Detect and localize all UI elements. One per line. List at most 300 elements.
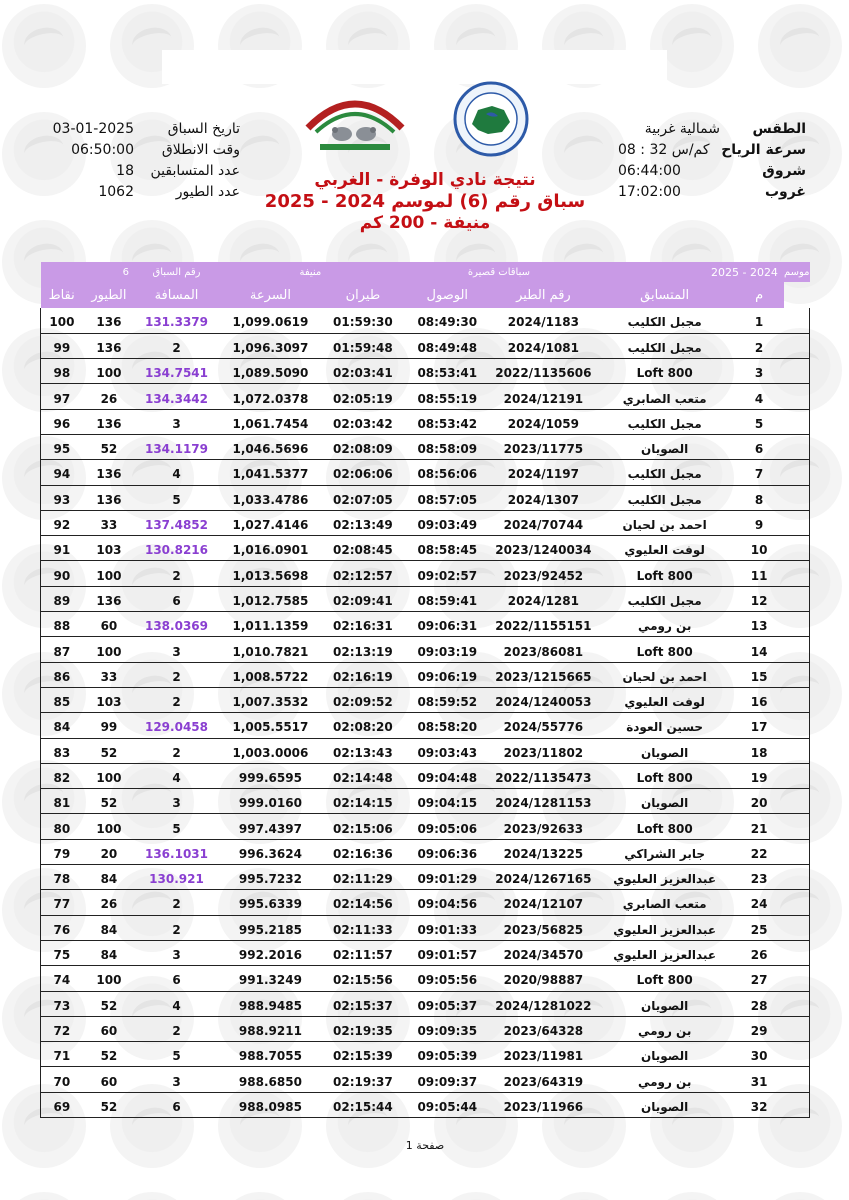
cell-arrival: 09:05:44 [403, 1092, 492, 1117]
cell-flight: 02:03:42 [323, 409, 403, 434]
cell-ring: 2024/70744 [492, 510, 595, 535]
cell-distance: 4 [135, 460, 218, 485]
table-row [41, 814, 810, 839]
cell-speed: 1,005.5517 [218, 713, 323, 738]
birds-value: 1062 [98, 184, 134, 200]
table-row [41, 308, 810, 333]
cell-ring: 2022/1135473 [492, 763, 595, 788]
cell-distance: 130.921 [135, 865, 218, 890]
cell-distance: 3 [135, 637, 218, 662]
cell-flight: 02:15:44 [323, 1092, 403, 1117]
sunrise-value: 06:44:00 [618, 163, 681, 179]
cell-speed: 1,016.0901 [218, 536, 323, 561]
cell-flight: 02:14:15 [323, 789, 403, 814]
cell-speed: 997.4397 [218, 814, 323, 839]
cell-distance: 5 [135, 485, 218, 510]
race-number-label-cell [135, 262, 218, 282]
cell-competitor: لوفت العليوي [595, 536, 734, 561]
cell-birds: 84 [83, 865, 135, 890]
season-label-cell [784, 262, 810, 282]
federation-logo [452, 80, 530, 158]
cell-speed: 1,072.0378 [218, 384, 323, 409]
cell-rank: 24 [734, 890, 784, 915]
table-row [41, 839, 810, 864]
cell-birds: 20 [83, 839, 135, 864]
cell-arrival: 09:09:35 [403, 1016, 492, 1041]
cell-points: 90 [41, 561, 83, 586]
cell-flight: 02:15:56 [323, 966, 403, 991]
table-row [41, 1092, 810, 1117]
cell-points: 83 [41, 738, 83, 763]
cell-points: 89 [41, 586, 83, 611]
table-row [41, 738, 810, 763]
cell-rank: 3 [734, 359, 784, 384]
cell-distance: 4 [135, 991, 218, 1016]
cell-speed: 1,099.0619 [218, 308, 323, 333]
col-speed: السرعة [218, 282, 323, 308]
weather-value: شمالية غربية [644, 121, 720, 137]
cell-birds: 136 [83, 586, 135, 611]
cell-distance: 2 [135, 1016, 218, 1041]
cell-distance: 4 [135, 763, 218, 788]
cell-speed: 988.6850 [218, 1067, 323, 1092]
table-row [41, 359, 810, 384]
cell-points: 73 [41, 991, 83, 1016]
cell-flight: 02:11:33 [323, 915, 403, 940]
cell-rank: 25 [734, 915, 784, 940]
season-label: موسم [783, 266, 810, 278]
cell-competitor: مجبل الكليب [595, 586, 734, 611]
category-label: سباقات قصيرة [467, 266, 530, 278]
cell-ring: 2020/98887 [492, 966, 595, 991]
cell-competitor: متعب الصابري [595, 384, 734, 409]
cell-ring: 2024/12191 [492, 384, 595, 409]
cell-competitor: الصويان [595, 738, 734, 763]
cell-rank: 26 [734, 940, 784, 965]
results-body [41, 308, 810, 1118]
cell-rank: 12 [734, 586, 784, 611]
cell-ring: 2024/1059 [492, 409, 595, 434]
cell-ring: 2022/1155151 [492, 612, 595, 637]
cell-birds: 103 [83, 536, 135, 561]
cell-competitor: حسين العودة [595, 713, 734, 738]
cell-ring: 2023/11981 [492, 1042, 595, 1067]
cell-flight: 02:14:48 [323, 763, 403, 788]
cell-birds: 33 [83, 662, 135, 687]
race-number-label: رقم السباق [152, 266, 201, 278]
cell-ring: 2024/1281022 [492, 991, 595, 1016]
cell-distance: 6 [135, 586, 218, 611]
cell-arrival: 09:09:37 [403, 1067, 492, 1092]
cell-birds: 52 [83, 789, 135, 814]
race-subtitle: سباق رقم (6) لموسم 2024 - 2025 [264, 191, 586, 212]
cell-points: 87 [41, 637, 83, 662]
race-date-value: 03-01-2025 [52, 121, 134, 137]
cell-points: 76 [41, 915, 83, 940]
cell-arrival: 09:04:48 [403, 763, 492, 788]
cell-distance: 134.1179 [135, 434, 218, 459]
cell-birds: 60 [83, 1016, 135, 1041]
cell-speed: 1,010.7821 [218, 637, 323, 662]
cell-ring: 2023/64319 [492, 1067, 595, 1092]
table-meta-row [41, 262, 810, 282]
cell-ring: 2023/92633 [492, 814, 595, 839]
table-row [41, 561, 810, 586]
cell-birds: 33 [83, 510, 135, 535]
blank-banner [162, 50, 667, 84]
cell-ring: 2023/11966 [492, 1092, 595, 1117]
cell-rank: 30 [734, 1042, 784, 1067]
cell-competitor: الصويان [595, 789, 734, 814]
cell-distance: 2 [135, 890, 218, 915]
cell-flight: 02:03:41 [323, 359, 403, 384]
cell-points: 82 [41, 763, 83, 788]
cell-flight: 02:15:06 [323, 814, 403, 839]
cell-arrival: 08:49:30 [403, 308, 492, 333]
cell-birds: 136 [83, 308, 135, 333]
cell-flight: 02:07:05 [323, 485, 403, 510]
cell-flight: 02:08:45 [323, 536, 403, 561]
cell-rank: 15 [734, 662, 784, 687]
cell-flight: 02:13:49 [323, 510, 403, 535]
col-ring: رقم الطير [492, 282, 595, 308]
cell-points: 94 [41, 460, 83, 485]
cell-competitor: الصويان [595, 991, 734, 1016]
cell-flight: 02:16:31 [323, 612, 403, 637]
table-row [41, 409, 810, 434]
cell-points: 92 [41, 510, 83, 535]
cell-points: 97 [41, 384, 83, 409]
cell-ring: 2023/64328 [492, 1016, 595, 1041]
cell-arrival: 09:05:37 [403, 991, 492, 1016]
cell-flight: 02:08:09 [323, 434, 403, 459]
cell-points: 74 [41, 966, 83, 991]
cell-flight: 02:14:56 [323, 890, 403, 915]
cell-speed: 996.3624 [218, 839, 323, 864]
cell-rank: 5 [734, 409, 784, 434]
cell-speed: 995.6339 [218, 890, 323, 915]
cell-distance: 134.3442 [135, 384, 218, 409]
cell-competitor: مجبل الكليب [595, 485, 734, 510]
location-cell [218, 262, 403, 282]
col-rank: م [734, 282, 784, 308]
cell-distance: 2 [135, 561, 218, 586]
cell-rank: 32 [734, 1092, 784, 1117]
cell-ring: 2022/1135606 [492, 359, 595, 384]
cell-flight: 02:09:41 [323, 586, 403, 611]
cell-birds: 103 [83, 687, 135, 712]
cell-competitor: مجبل الكليب [595, 308, 734, 333]
cell-birds: 60 [83, 1067, 135, 1092]
cell-arrival: 08:58:45 [403, 536, 492, 561]
cell-birds: 52 [83, 738, 135, 763]
cell-distance: 3 [135, 409, 218, 434]
cell-arrival: 09:05:06 [403, 814, 492, 839]
table-row [41, 1042, 810, 1067]
table-row [41, 510, 810, 535]
cell-distance: 2 [135, 738, 218, 763]
cell-birds: 100 [83, 814, 135, 839]
cell-points: 84 [41, 713, 83, 738]
cell-competitor: لوفت العليوي [595, 687, 734, 712]
cell-speed: 988.9485 [218, 991, 323, 1016]
cell-arrival: 09:04:15 [403, 789, 492, 814]
cell-distance: 136.1031 [135, 839, 218, 864]
cell-flight: 02:11:57 [323, 940, 403, 965]
cell-arrival: 09:02:57 [403, 561, 492, 586]
cell-birds: 100 [83, 561, 135, 586]
cell-birds: 26 [83, 384, 135, 409]
cell-birds: 84 [83, 915, 135, 940]
cell-points: 98 [41, 359, 83, 384]
table-row [41, 966, 810, 991]
cell-speed: 1,013.5698 [218, 561, 323, 586]
cell-competitor: بن رومي [595, 1016, 734, 1041]
wind-label: سرعة الرياح [721, 142, 806, 158]
cell-birds: 136 [83, 409, 135, 434]
cell-arrival: 09:06:19 [403, 662, 492, 687]
cell-distance: 134.7541 [135, 359, 218, 384]
cell-speed: 1,089.5090 [218, 359, 323, 384]
cell-distance: 130.8216 [135, 536, 218, 561]
cell-distance: 3 [135, 940, 218, 965]
cell-speed: 1,011.1359 [218, 612, 323, 637]
cell-birds: 100 [83, 763, 135, 788]
cell-birds: 52 [83, 434, 135, 459]
cell-arrival: 09:03:43 [403, 738, 492, 763]
location-label: منيفة [299, 266, 322, 278]
cell-arrival: 08:55:19 [403, 384, 492, 409]
cell-distance: 3 [135, 789, 218, 814]
cell-distance: 5 [135, 1042, 218, 1067]
season-cell [595, 262, 784, 282]
cell-speed: 988.0985 [218, 1092, 323, 1117]
cell-ring: 2024/1267165 [492, 865, 595, 890]
sunrise-label: شروق [762, 163, 806, 179]
cell-arrival: 08:59:41 [403, 586, 492, 611]
cell-rank: 29 [734, 1016, 784, 1041]
cell-competitor: جابر الشراكي [595, 839, 734, 864]
cell-distance: 131.3379 [135, 308, 218, 333]
weather-label: الطقس [752, 121, 806, 137]
cell-flight: 02:15:39 [323, 1042, 403, 1067]
cell-points: 78 [41, 865, 83, 890]
cell-ring: 2024/12107 [492, 890, 595, 915]
cell-rank: 2 [734, 333, 784, 358]
category-cell [403, 262, 595, 282]
competitors-label: عدد المتسابقين [150, 163, 240, 179]
cell-distance: 129.0458 [135, 713, 218, 738]
cell-arrival: 09:03:49 [403, 510, 492, 535]
cell-flight: 02:13:19 [323, 637, 403, 662]
col-flight: طيران [323, 282, 403, 308]
cell-points: 80 [41, 814, 83, 839]
wind-value: كم/س 32 : 08 [618, 142, 710, 158]
table-row [41, 687, 810, 712]
cell-rank: 17 [734, 713, 784, 738]
cell-points: 69 [41, 1092, 83, 1117]
cell-ring: 2024/34570 [492, 940, 595, 965]
cell-speed: 1,046.5696 [218, 434, 323, 459]
cell-ring: 2024/55776 [492, 713, 595, 738]
cell-points: 95 [41, 434, 83, 459]
cell-speed: 995.2185 [218, 915, 323, 940]
cell-points: 79 [41, 839, 83, 864]
table-row [41, 789, 810, 814]
cell-rank: 23 [734, 865, 784, 890]
cell-birds: 60 [83, 612, 135, 637]
cell-competitor: متعب الصابري [595, 890, 734, 915]
cell-flight: 02:15:37 [323, 991, 403, 1016]
cell-flight: 02:05:19 [323, 384, 403, 409]
cell-competitor: Loft 800 [595, 966, 734, 991]
cell-birds: 84 [83, 940, 135, 965]
cell-birds: 136 [83, 460, 135, 485]
cell-rank: 10 [734, 536, 784, 561]
release-time-label: وقت الانطلاق [161, 142, 240, 158]
cell-arrival: 08:59:52 [403, 687, 492, 712]
cell-points: 71 [41, 1042, 83, 1067]
table-row [41, 1016, 810, 1041]
cell-rank: 6 [734, 434, 784, 459]
sunset-value: 17:02:00 [618, 184, 681, 200]
table-row [41, 536, 810, 561]
race-location: منيفة - 200 كم [359, 213, 491, 233]
cell-arrival: 08:58:09 [403, 434, 492, 459]
cell-speed: 999.6595 [218, 763, 323, 788]
cell-flight: 02:19:37 [323, 1067, 403, 1092]
cell-arrival: 09:06:36 [403, 839, 492, 864]
cell-competitor: مجبل الكليب [595, 333, 734, 358]
cell-arrival: 09:05:39 [403, 1042, 492, 1067]
cell-competitor: عبدالعزيز العليوي [595, 865, 734, 890]
page-title: نتيجة نادي الوفرة - الغربي [314, 170, 536, 190]
cell-rank: 8 [734, 485, 784, 510]
cell-rank: 18 [734, 738, 784, 763]
cell-points: 99 [41, 333, 83, 358]
cell-points: 72 [41, 1016, 83, 1041]
cell-speed: 1,007.3532 [218, 687, 323, 712]
cell-arrival: 08:49:48 [403, 333, 492, 358]
cell-points: 77 [41, 890, 83, 915]
cell-rank: 31 [734, 1067, 784, 1092]
cell-points: 91 [41, 536, 83, 561]
table-row [41, 940, 810, 965]
cell-speed: 992.2016 [218, 940, 323, 965]
cell-ring: 2024/1281 [492, 586, 595, 611]
cell-birds: 100 [83, 359, 135, 384]
cell-competitor: الصويان [595, 1092, 734, 1117]
table-row [41, 460, 810, 485]
cell-competitor: Loft 800 [595, 359, 734, 384]
cell-points: 85 [41, 687, 83, 712]
cell-speed: 1,061.7454 [218, 409, 323, 434]
cell-ring: 2023/86081 [492, 637, 595, 662]
table-row [41, 1067, 810, 1092]
cell-rank: 14 [734, 637, 784, 662]
cell-points: 75 [41, 940, 83, 965]
cell-arrival: 09:01:29 [403, 865, 492, 890]
table-row [41, 865, 810, 890]
cell-points: 81 [41, 789, 83, 814]
cell-speed: 991.3249 [218, 966, 323, 991]
cell-ring: 2024/1081 [492, 333, 595, 358]
club-logo [300, 88, 410, 156]
cell-flight: 02:06:06 [323, 460, 403, 485]
cell-competitor: مجبل الكليب [595, 460, 734, 485]
table-row [41, 991, 810, 1016]
cell-arrival: 08:53:41 [403, 359, 492, 384]
cell-birds: 100 [83, 637, 135, 662]
cell-ring: 2023/11775 [492, 434, 595, 459]
cell-points: 96 [41, 409, 83, 434]
cell-speed: 988.7055 [218, 1042, 323, 1067]
cell-rank: 1 [734, 308, 784, 333]
table-row [41, 890, 810, 915]
cell-speed: 1,033.4786 [218, 485, 323, 510]
cell-speed: 1,008.5722 [218, 662, 323, 687]
cell-flight: 02:16:36 [323, 839, 403, 864]
cell-competitor: احمد بن لحيان [595, 662, 734, 687]
cell-birds: 100 [83, 966, 135, 991]
cell-distance: 2 [135, 687, 218, 712]
cell-birds: 99 [83, 713, 135, 738]
cell-birds: 52 [83, 1042, 135, 1067]
table-row [41, 662, 810, 687]
cell-points: 100 [41, 308, 83, 333]
results-table [40, 262, 810, 1118]
cell-arrival: 09:04:56 [403, 890, 492, 915]
cell-flight: 02:19:35 [323, 1016, 403, 1041]
cell-arrival: 08:56:06 [403, 460, 492, 485]
cell-rank: 7 [734, 460, 784, 485]
table-header-row [41, 282, 810, 308]
table-row [41, 763, 810, 788]
table-row [41, 485, 810, 510]
cell-ring: 2024/1183 [492, 308, 595, 333]
table-row [41, 637, 810, 662]
cell-speed: 1,027.4146 [218, 510, 323, 535]
table-row [41, 915, 810, 940]
cell-rank: 19 [734, 763, 784, 788]
cell-arrival: 09:03:19 [403, 637, 492, 662]
cell-flight: 02:16:19 [323, 662, 403, 687]
cell-speed: 995.7232 [218, 865, 323, 890]
cell-birds: 52 [83, 1092, 135, 1117]
cell-points: 86 [41, 662, 83, 687]
table-row [41, 384, 810, 409]
birds-label: عدد الطيور [175, 184, 240, 200]
cell-flight: 01:59:48 [323, 333, 403, 358]
race-date-label: تاريخ السباق [167, 121, 240, 137]
cell-arrival: 08:53:42 [403, 409, 492, 434]
cell-arrival: 08:58:20 [403, 713, 492, 738]
cell-ring: 2023/56825 [492, 915, 595, 940]
col-distance: المسافة [135, 282, 218, 308]
cell-distance: 6 [135, 966, 218, 991]
col-competitor: المتسابق [595, 282, 734, 308]
cell-competitor: بن رومي [595, 612, 734, 637]
cell-distance: 5 [135, 814, 218, 839]
cell-flight: 02:08:20 [323, 713, 403, 738]
cell-rank: 22 [734, 839, 784, 864]
cell-competitor: الصويان [595, 434, 734, 459]
cell-competitor: بن رومي [595, 1067, 734, 1092]
cell-birds: 52 [83, 991, 135, 1016]
cell-arrival: 09:05:56 [403, 966, 492, 991]
cell-speed: 1,012.7585 [218, 586, 323, 611]
cell-ring: 2023/1240034 [492, 536, 595, 561]
